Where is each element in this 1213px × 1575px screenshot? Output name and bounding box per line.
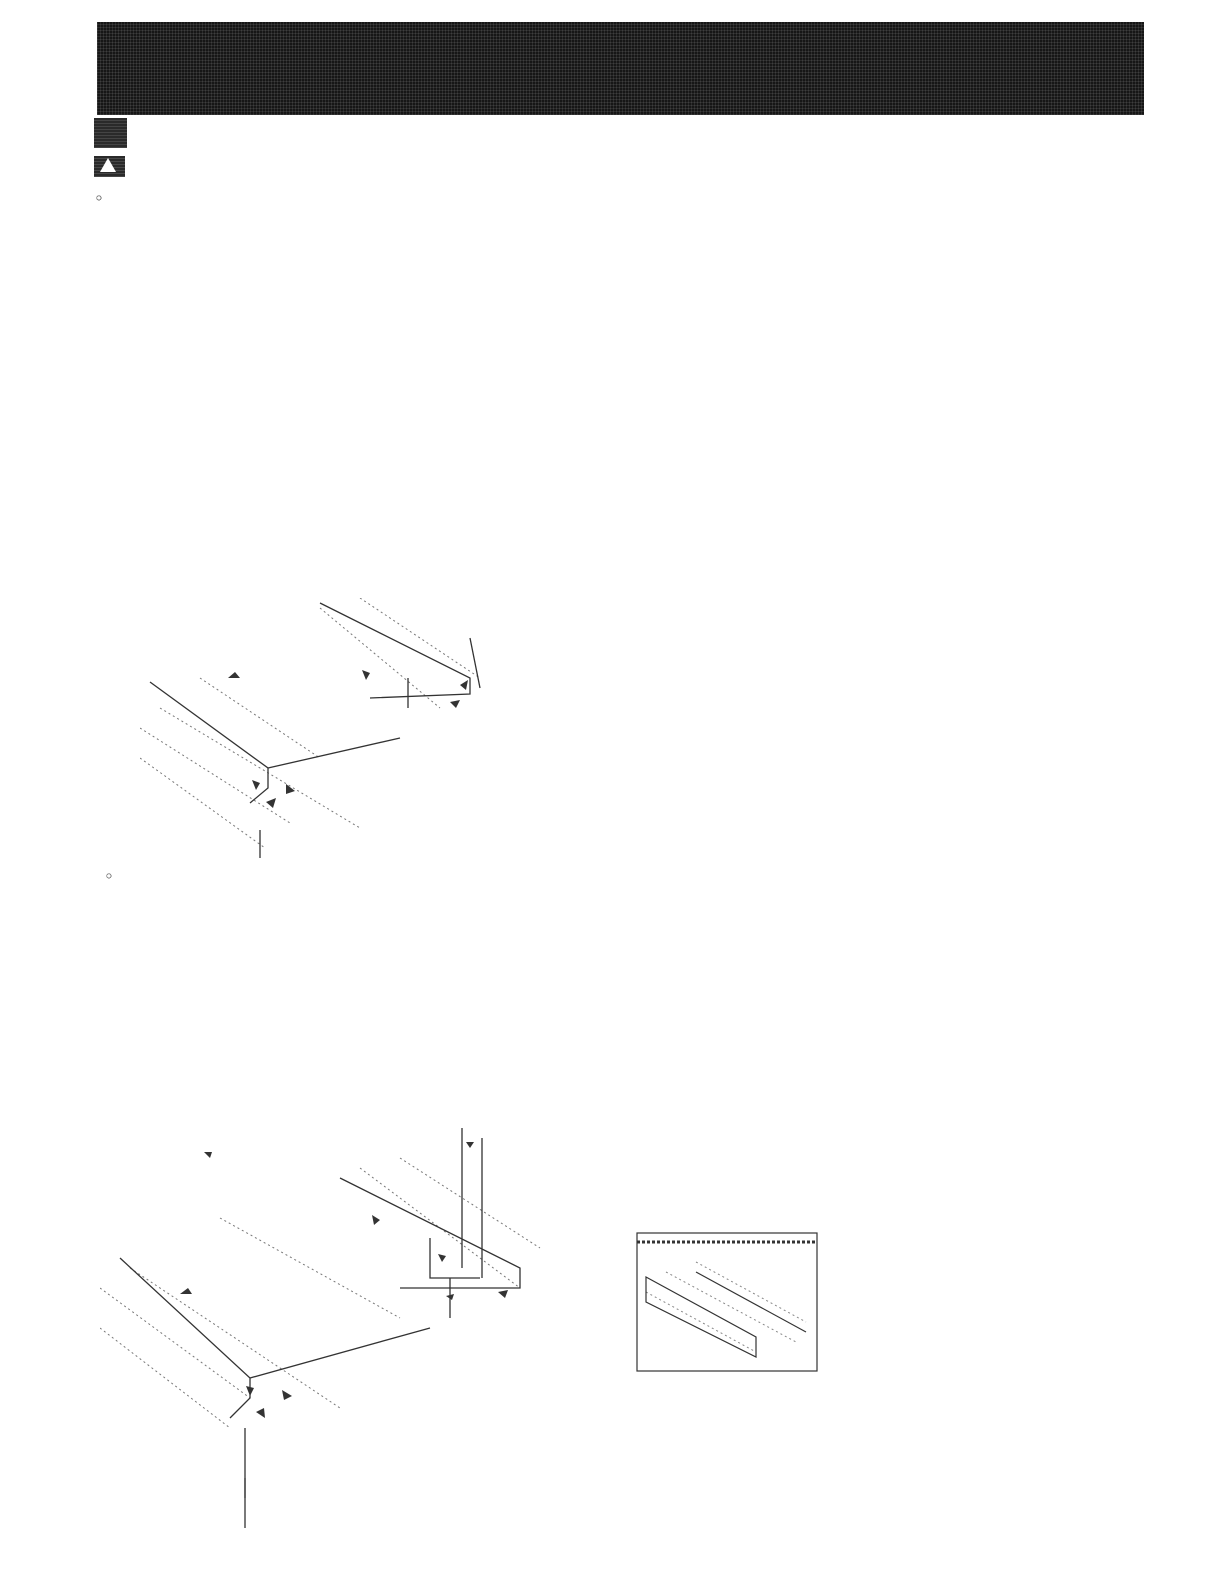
caution-paragraph-left: [94, 154, 608, 178]
section-4-number: [94, 118, 127, 148]
figure-9-drawing: [100, 1128, 660, 1528]
header-banner: [97, 22, 1144, 115]
section-4-title: [94, 118, 131, 159]
left-column-bottom: [104, 862, 608, 865]
left-column-top: [94, 154, 608, 187]
warning-triangle-icon: [100, 158, 116, 172]
figure-8-drawing: [140, 598, 600, 858]
caution-badge-left: [94, 156, 125, 177]
figure-9-inset: [636, 1232, 818, 1372]
